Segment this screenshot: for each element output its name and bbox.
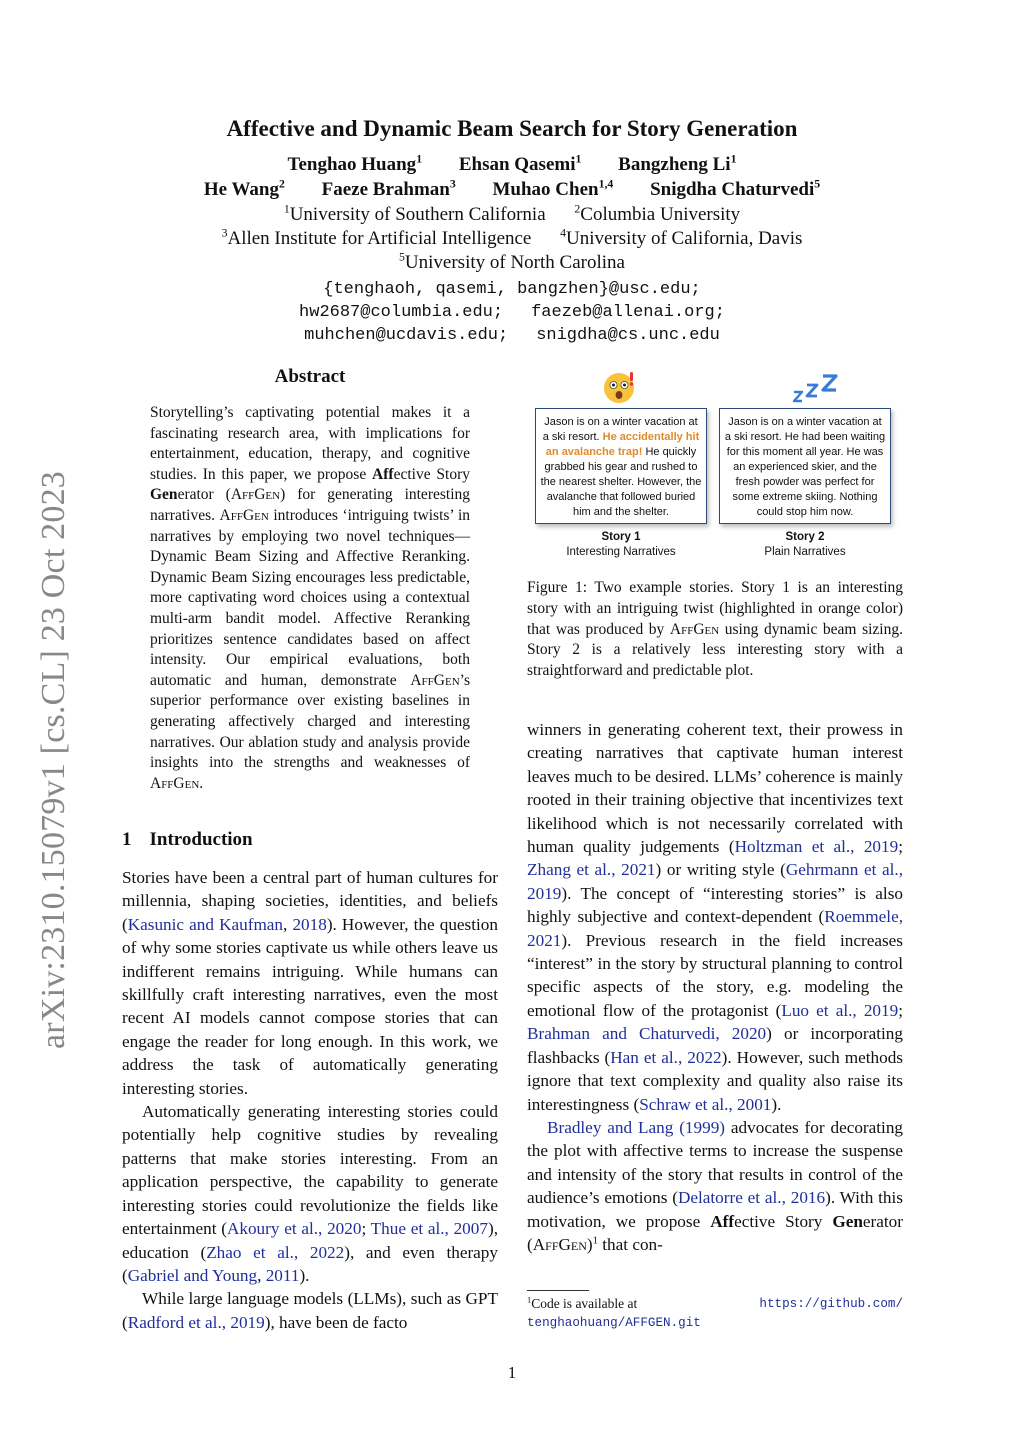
citation-link[interactable]: Akoury et al., 2020 xyxy=(226,1219,362,1239)
citation-link[interactable]: Zhang et al., 2021 xyxy=(527,860,656,880)
figure-caption: Figure 1: Two example stories. Story 1 is an interesting story with an intriguing twist (highlighted in orange color) that was produced by AffGen using dynamic beam sizing. Story 2 is a relatively less interesting story with a straightforward and predictable plot. xyxy=(527,579,903,680)
author: He Wang$^2$ xyxy=(203,177,285,200)
author: Bangzheng Li$^1$ xyxy=(618,152,737,175)
citation-link[interactable]: Gehrmann et al., 2019 xyxy=(527,860,903,903)
affiliation-line-1: $^1$University of Southern California $^2$Columbia University xyxy=(283,202,741,225)
author: Snigdha Chaturvedi$^5$ xyxy=(650,177,821,200)
author: Muhao Chen$^{1,4}$ xyxy=(492,177,614,200)
arxiv-stamp: arXiv:2310.15079v1 [cs.CL] 23 Oct 2023 xyxy=(35,471,72,1049)
email-line-1: {tenghaoh, qasemi, bangzhen}@usc.edu; xyxy=(323,280,701,299)
citation-link[interactable]: Gabriel and Young, 2011 xyxy=(127,1265,300,1285)
author: Tenghao Huang$^1$ xyxy=(287,152,423,175)
story-2-box: Jason is on a winter vacation at a ski resort. He had been waiting for this moment all year. He was an experienced skier, and the fresh powder was perfect for some extreme skiing. Nothing could stop him now. xyxy=(719,408,891,524)
author: Ehsan Qasemi$^1$ xyxy=(458,152,582,175)
footnote: $^1$Code is available at https://github.com/ tenghaohuang/AFFGEN.git xyxy=(527,1295,903,1330)
citation-link[interactable]: Delatorre et al., 2016 xyxy=(677,1188,826,1208)
affiliation-line-2: $^3$Allen Institute for Artificial Intelligence $^4$University of California, Davis xyxy=(221,226,803,249)
right-column-text xyxy=(527,718,903,1256)
abstract-body: Storytelling’s captivating potential makes it a fascinating research area, with implications for entertainment, education, therapy, and cognitive studies. In this paper, we propose Affective Story Generator (AffGen) for generating interesting narratives. AffGen introduces ‘intriguing twists’ in narratives by employing two novel techniques—Dynamic Beam Sizing and Affective Reranking. Dynamic Beam Sizing encourages less predictable, more captivating word choices using a contextual multi-arm bandit model. Affective Reranking prioritizes sentence candidates based on affect intensity. Our empirical evaluations, both automatic and human, demonstrate AffGen’s superior performance over existing baselines in generating affectively charged and interesting narratives. Our ablation study and analysis provide insights into the strengths and weaknesses of AffGen. xyxy=(150,404,471,792)
paragraph: Stories have been a central part of human cultures for millennia, shaping societies, identities, and beliefs (Kasunic and Kaufman, 2018). However, the question of why some stories captivate us while others leave us indifferent remains intriguing. While humans can skillfully craft interesting narratives, even the most recent AI models cannot compose stories that can engage the reader for long enough. In this work, we address the task of automatically generating interesting stories. xyxy=(122,868,498,1098)
surprised-face-icon xyxy=(602,370,636,404)
paragraph: While large language models (LLMs), such as GPT (Radford et al., 2019), have been de facto xyxy=(122,1289,498,1332)
author-line-2 xyxy=(0,179,1024,201)
paragraph: Bradley and Lang (1999) advocates for decorating the plot with affective terms to increase the suspense and intensity of the story that results in control of the audience’s emotions (Delatorre et al., 2016). With this motivation, we propose Affective Story Generator (AffGen)$^1$ that con- xyxy=(527,1117,904,1254)
citation-link[interactable]: Thue et al., 2007 xyxy=(370,1219,488,1239)
left-column-text xyxy=(122,866,498,1334)
github-link-continued[interactable]: tenghaohuang/AFFGEN.git xyxy=(527,1316,701,1330)
citation-link[interactable]: Schraw et al., 2001 xyxy=(639,1094,772,1114)
story-2-caption: Story 2 Plain Narratives xyxy=(764,531,846,558)
author: Faeze Brahman$^3$ xyxy=(321,177,456,200)
highlighted-twist: He accidentally hit an avalanche trap! xyxy=(545,431,700,458)
citation-link[interactable]: Han et al., 2022 xyxy=(610,1047,722,1067)
citation-link[interactable]: Brahman and Chaturvedi, 2020 xyxy=(527,1024,767,1044)
paragraph: Automatically generating interesting stories could potentially help cognitive studies by revealing patterns that make stories interesting. From an application perspective, the capability to generate interesting stories could revolutionize the fields like entertainment (Akoury et al., 2020; Thue et al., 2007), education (Zhao et al., 2022), and even therapy (Gabriel and Young, 2011). xyxy=(122,1102,498,1285)
paper-title: Affective and Dynamic Beam Search for Story Generation xyxy=(226,116,798,141)
email-line-3: muhchen@ucdavis.edu; snigdha@cs.unc.edu xyxy=(304,326,720,345)
story-1-caption: Story 1 Interesting Narratives xyxy=(566,531,676,558)
footnote-rule xyxy=(527,1290,589,1291)
page-number: 1 xyxy=(507,1363,517,1382)
figure-1 xyxy=(527,370,903,565)
citation-link[interactable]: Zhao et al., 2022 xyxy=(206,1242,345,1262)
citation-link[interactable]: Kasunic and Kaufman, 2018 xyxy=(127,914,327,934)
abstract-heading: Abstract xyxy=(274,366,346,387)
github-link[interactable]: https://github.com/ xyxy=(759,1297,903,1311)
paragraph: winners in generating coherent text, their prowess in creating narratives that captivate human interest leaves much to be desired. LLMs’ coherence is mainly rooted in their training objective that incentivizes text likelihood which is not necessarily correlated with human quality judgements (Holtzman et al., 2019; Zhang et al., 2021) or writing style (Gehrmann et al., 2019). The concept of “interesting stories” is also highly subjective and context-dependent (Roemmele, 2021). Previous research in the field increases “interest” in the story by structural planning to control specific aspects of the story, e.g. modeling the emotional flow of the protagonist (Luo et al., 2019; Brahman and Chaturvedi, 2020) or incorporating flashbacks (Han et al., 2022). However, such methods ignore that text complexity and quality also raise its interestingness (Schraw et al., 2001). xyxy=(527,720,903,1114)
citation-link[interactable]: Bradley and Lang (1999) xyxy=(547,1117,726,1137)
author-line-1 xyxy=(0,154,1024,176)
section-heading-introduction: 1 Introduction xyxy=(122,829,253,850)
citation-link[interactable]: Roemmele, 2021 xyxy=(527,907,903,950)
footnote-mark: 1 xyxy=(592,1235,598,1247)
story-1-box: Jason is on a winter vacation at a ski resort. He accidentally hit an avalanche trap! He quickly grabbed his gear and rushed to the nearest shelter. However, the avalanche that followed buried him and the shelter. xyxy=(535,408,707,524)
citation-link[interactable]: Radford et al., 2019 xyxy=(127,1312,265,1332)
citation-link[interactable]: Holtzman et al., 2019 xyxy=(734,837,899,857)
citation-link[interactable]: Luo et al., 2019 xyxy=(781,1000,899,1020)
sleep-zzz-icon xyxy=(792,374,842,404)
affiliation-line-3: $^5$University of North Carolina xyxy=(399,250,625,273)
email-line-2: hw2687@columbia.edu; faezeb@allenai.org; xyxy=(299,303,725,322)
